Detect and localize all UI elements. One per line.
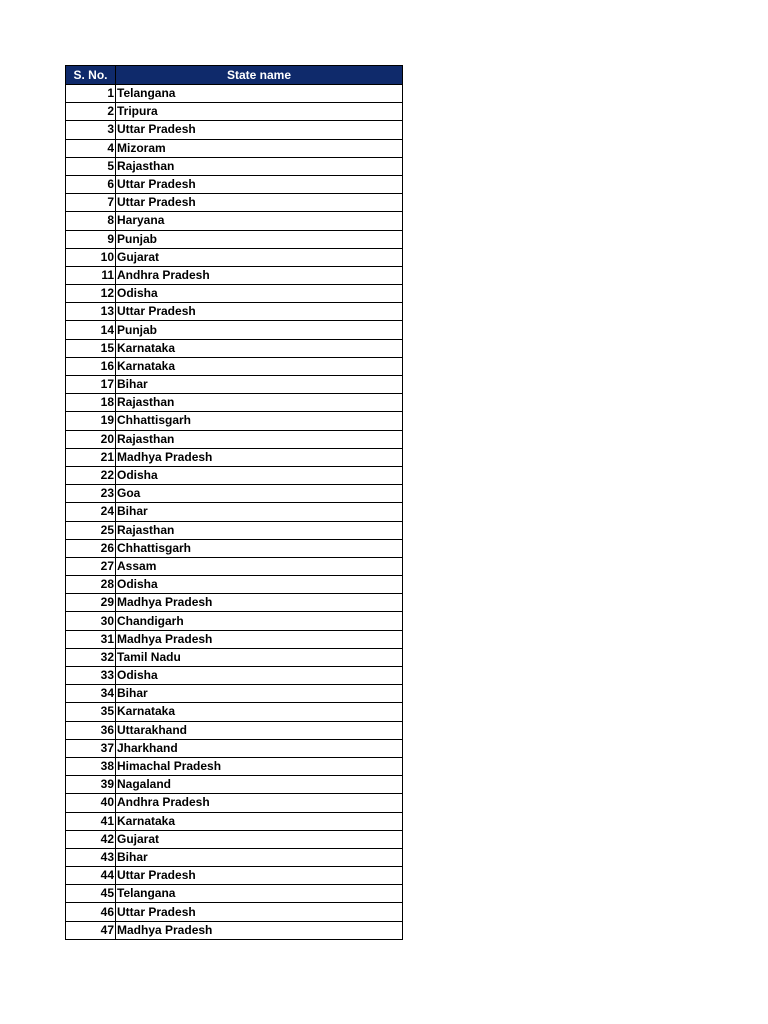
cell-sno: 28 <box>66 576 116 594</box>
cell-sno: 21 <box>66 448 116 466</box>
table-row <box>66 485 403 503</box>
cell-sno: 16 <box>66 357 116 375</box>
table-row <box>66 557 403 575</box>
cell-state-name: Uttar Pradesh <box>116 903 403 921</box>
cell-state-name: Tamil Nadu <box>116 648 403 666</box>
table-row <box>66 248 403 266</box>
cell-state-name: Karnataka <box>116 339 403 357</box>
cell-state-name: Uttar Pradesh <box>116 194 403 212</box>
cell-state-name: Rajasthan <box>116 430 403 448</box>
cell-sno: 18 <box>66 394 116 412</box>
table-row <box>66 812 403 830</box>
table-row <box>66 739 403 757</box>
cell-sno: 23 <box>66 485 116 503</box>
cell-sno: 10 <box>66 248 116 266</box>
cell-state-name: Uttar Pradesh <box>116 867 403 885</box>
cell-sno: 19 <box>66 412 116 430</box>
cell-sno: 40 <box>66 794 116 812</box>
cell-sno: 17 <box>66 376 116 394</box>
table-row <box>66 685 403 703</box>
cell-sno: 1 <box>66 85 116 103</box>
cell-sno: 24 <box>66 503 116 521</box>
table-row <box>66 357 403 375</box>
cell-state-name: Tripura <box>116 103 403 121</box>
table-row <box>66 703 403 721</box>
cell-state-name: Andhra Pradesh <box>116 266 403 284</box>
cell-sno: 33 <box>66 667 116 685</box>
cell-state-name: Punjab <box>116 321 403 339</box>
cell-sno: 13 <box>66 303 116 321</box>
table-row <box>66 285 403 303</box>
cell-sno: 34 <box>66 685 116 703</box>
cell-sno: 7 <box>66 194 116 212</box>
cell-sno: 41 <box>66 812 116 830</box>
table-row <box>66 794 403 812</box>
table-row <box>66 576 403 594</box>
cell-state-name: Chhattisgarh <box>116 539 403 557</box>
cell-sno: 36 <box>66 721 116 739</box>
cell-sno: 2 <box>66 103 116 121</box>
cell-state-name: Gujarat <box>116 248 403 266</box>
table-row <box>66 885 403 903</box>
cell-state-name: Bihar <box>116 503 403 521</box>
cell-sno: 30 <box>66 612 116 630</box>
cell-sno: 31 <box>66 630 116 648</box>
table-row <box>66 867 403 885</box>
header-row <box>66 66 403 85</box>
cell-state-name: Gujarat <box>116 830 403 848</box>
cell-state-name: Telangana <box>116 85 403 103</box>
cell-state-name: Jharkhand <box>116 739 403 757</box>
cell-sno: 9 <box>66 230 116 248</box>
cell-sno: 26 <box>66 539 116 557</box>
cell-sno: 11 <box>66 266 116 284</box>
cell-state-name: Uttar Pradesh <box>116 121 403 139</box>
table-row <box>66 194 403 212</box>
table-row <box>66 921 403 939</box>
cell-sno: 14 <box>66 321 116 339</box>
table-row <box>66 212 403 230</box>
cell-sno: 5 <box>66 157 116 175</box>
cell-sno: 4 <box>66 139 116 157</box>
table-row <box>66 448 403 466</box>
table-row <box>66 466 403 484</box>
cell-state-name: Rajasthan <box>116 521 403 539</box>
cell-state-name: Odisha <box>116 466 403 484</box>
cell-sno: 44 <box>66 867 116 885</box>
cell-sno: 38 <box>66 757 116 775</box>
cell-sno: 39 <box>66 776 116 794</box>
cell-state-name: Uttarakhand <box>116 721 403 739</box>
cell-state-name: Haryana <box>116 212 403 230</box>
cell-state-name: Mizoram <box>116 139 403 157</box>
cell-state-name: Bihar <box>116 376 403 394</box>
table-row <box>66 175 403 193</box>
cell-sno: 29 <box>66 594 116 612</box>
cell-state-name: Uttar Pradesh <box>116 303 403 321</box>
state-table <box>65 65 403 940</box>
cell-sno: 35 <box>66 703 116 721</box>
table-row <box>66 303 403 321</box>
cell-sno: 25 <box>66 521 116 539</box>
cell-sno: 22 <box>66 466 116 484</box>
cell-sno: 3 <box>66 121 116 139</box>
table-row <box>66 339 403 357</box>
cell-state-name: Goa <box>116 485 403 503</box>
table-row <box>66 139 403 157</box>
cell-state-name: Nagaland <box>116 776 403 794</box>
table-row <box>66 830 403 848</box>
cell-sno: 27 <box>66 557 116 575</box>
cell-sno: 42 <box>66 830 116 848</box>
cell-state-name: Chhattisgarh <box>116 412 403 430</box>
table-row <box>66 376 403 394</box>
cell-state-name: Rajasthan <box>116 394 403 412</box>
table-row <box>66 412 403 430</box>
table-row <box>66 848 403 866</box>
cell-sno: 6 <box>66 175 116 193</box>
table-header <box>66 66 403 85</box>
cell-state-name: Karnataka <box>116 812 403 830</box>
cell-state-name: Telangana <box>116 885 403 903</box>
cell-state-name: Karnataka <box>116 703 403 721</box>
table-row <box>66 230 403 248</box>
cell-sno: 46 <box>66 903 116 921</box>
cell-state-name: Rajasthan <box>116 157 403 175</box>
table-row <box>66 521 403 539</box>
table-row <box>66 612 403 630</box>
cell-sno: 47 <box>66 921 116 939</box>
table-row <box>66 594 403 612</box>
table-row <box>66 648 403 666</box>
table-row <box>66 85 403 103</box>
cell-sno: 20 <box>66 430 116 448</box>
cell-sno: 15 <box>66 339 116 357</box>
cell-state-name: Himachal Pradesh <box>116 757 403 775</box>
cell-state-name: Uttar Pradesh <box>116 175 403 193</box>
cell-sno: 43 <box>66 848 116 866</box>
cell-state-name: Odisha <box>116 667 403 685</box>
table-row <box>66 721 403 739</box>
cell-state-name: Bihar <box>116 685 403 703</box>
cell-state-name: Andhra Pradesh <box>116 794 403 812</box>
table-row <box>66 430 403 448</box>
cell-state-name: Odisha <box>116 285 403 303</box>
cell-state-name: Chandigarh <box>116 612 403 630</box>
table-row <box>66 394 403 412</box>
cell-state-name: Madhya Pradesh <box>116 921 403 939</box>
table-row <box>66 157 403 175</box>
cell-sno: 8 <box>66 212 116 230</box>
cell-state-name: Karnataka <box>116 357 403 375</box>
cell-state-name: Odisha <box>116 576 403 594</box>
table-row <box>66 903 403 921</box>
cell-sno: 37 <box>66 739 116 757</box>
table-row <box>66 266 403 284</box>
cell-state-name: Assam <box>116 557 403 575</box>
table-row <box>66 630 403 648</box>
table-row <box>66 503 403 521</box>
table-body <box>66 85 403 940</box>
cell-state-name: Madhya Pradesh <box>116 448 403 466</box>
cell-sno: 32 <box>66 648 116 666</box>
cell-sno: 12 <box>66 285 116 303</box>
header-sno: S. No. <box>66 66 116 85</box>
cell-state-name: Madhya Pradesh <box>116 594 403 612</box>
table-row <box>66 103 403 121</box>
cell-state-name: Madhya Pradesh <box>116 630 403 648</box>
header-state-name: State name <box>116 66 403 85</box>
cell-state-name: Punjab <box>116 230 403 248</box>
table-row <box>66 776 403 794</box>
table-row <box>66 121 403 139</box>
cell-sno: 45 <box>66 885 116 903</box>
cell-state-name: Bihar <box>116 848 403 866</box>
table-row <box>66 539 403 557</box>
table-row <box>66 757 403 775</box>
table-row <box>66 321 403 339</box>
table-row <box>66 667 403 685</box>
